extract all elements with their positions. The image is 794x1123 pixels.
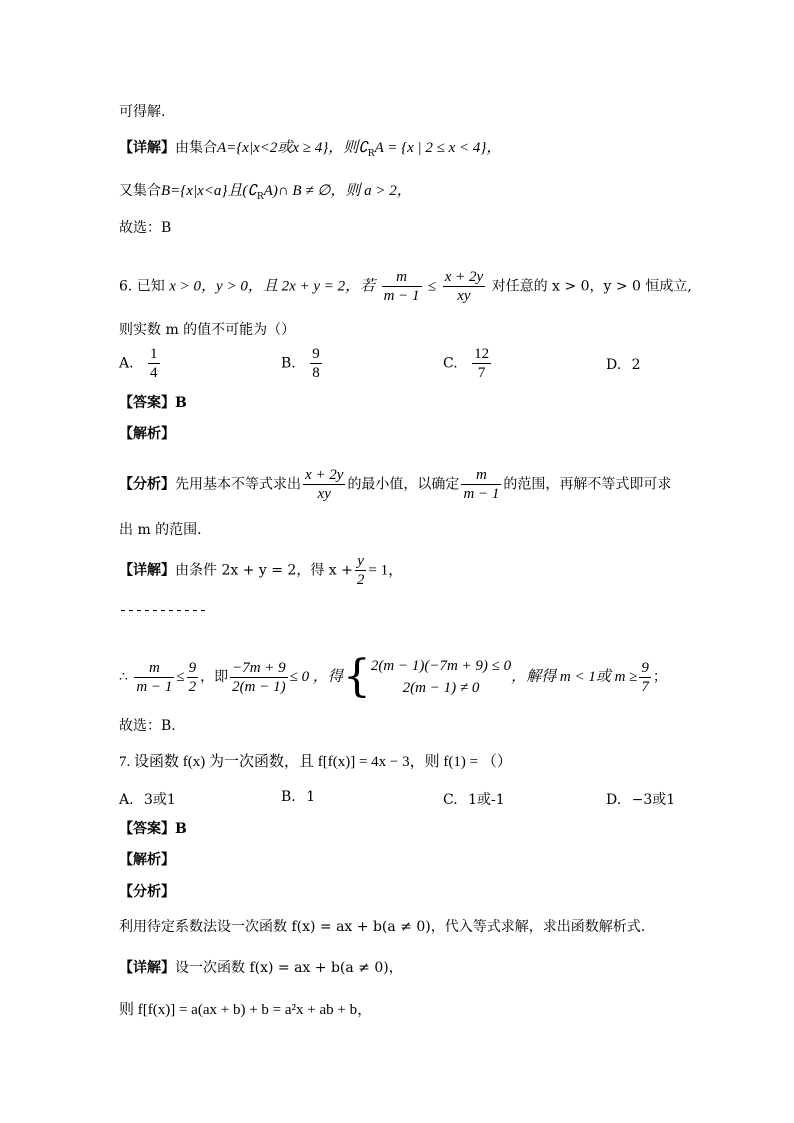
q6-fraction-m: $\frac{m}{m - 1}$ xyxy=(383,269,420,304)
q7-option-d[interactable]: D. −3或1 xyxy=(606,792,676,808)
complement-a-expression: A = {x | 2 ≤ x < 4}， xyxy=(374,140,502,156)
q7-option-c[interactable]: C. 1或-1 xyxy=(443,792,505,808)
intersection-expression: A)∩ B ≠ ∅，则 a > 2， xyxy=(263,183,412,199)
system-brace: { xyxy=(342,651,371,702)
detail-tag: 【详解】 xyxy=(119,140,175,156)
detail-text: 由集合 xyxy=(175,140,217,156)
answer-7: 【答案】B xyxy=(119,821,187,837)
question-6 xyxy=(119,268,692,305)
analysis-7-tag: 【分析】 xyxy=(119,884,175,900)
choose-line-5: 故选：B xyxy=(119,220,172,236)
answer-6: 【答案】B xyxy=(119,395,187,411)
analysis-6: 【解析】 xyxy=(119,426,175,442)
q7-option-b[interactable]: B. 1 xyxy=(281,789,316,805)
detail-7-line-1: 【详解】设一次函数 f(x) = ax + b(a ≠ 0)， xyxy=(119,960,403,976)
q6-option-c[interactable]: C. $\frac{12}{7}$ xyxy=(443,346,490,381)
line-1: 可得解. xyxy=(119,104,166,120)
set-b-expression: B={x|x<a}且(∁ xyxy=(161,183,257,199)
set-a-expression: A={x|x<2或x ≥ 4}，则∁ xyxy=(217,140,368,156)
q7-option-a[interactable]: A. 3或1 xyxy=(119,792,176,808)
q6-question-line-2: 则实数 m 的值不可能为（） xyxy=(119,322,296,338)
detail-6-equation-3: ∴ $\frac{m}{m - 1}$ ≤ $\frac{9}{2}$ ，即 $\frac{-7m + 9}{2(m - 1)}$ ≤ 0 ，得{ 2(m − 1)(−7m + 9) ≤ 0 2(m − 1) ≠ 0 ，解得 m < 1或 m ≥ $\frac{9}{7}$ ； xyxy=(119,651,667,702)
subscript-r: R xyxy=(367,148,375,159)
q6-fraction-xy: $\frac{x + 2y}{xy}$ xyxy=(444,269,484,304)
analysis-7-text: 利用待定系数法设一次函数 f(x) = ax + b(a ≠ 0)，代入等式求解，求出函数解析式. xyxy=(119,919,646,935)
q6-option-b[interactable]: B. $\frac{9}{8}$ xyxy=(281,346,320,381)
set-b-text: 又集合 xyxy=(119,183,161,199)
detail-6-line-1: 【详解】由条件 2x + y = 2，得 x + $\frac{y}{2}$ = 1， xyxy=(119,553,404,588)
q6-conditions: x > 0，y > 0，且 2x + y = 2，若 xyxy=(169,278,376,295)
q6-option-d[interactable]: D. 2 xyxy=(606,357,641,373)
choose-6: 故选：B. xyxy=(119,718,176,734)
question-7: 7. 设函数 f(x) 为一次函数，且 f[f(x)] = 4x − 3，则 f(1) = （） xyxy=(119,754,512,770)
analysis-7: 【解析】 xyxy=(119,852,175,868)
q6-option-a[interactable]: A. $\frac{1}{4}$ xyxy=(119,346,158,381)
detail-7-line-2: 则 f[f(x)] = a(ax + b) + b = a²x + ab + b， xyxy=(119,1002,373,1018)
set-b-line xyxy=(119,181,412,207)
subscript-r-2: R xyxy=(256,191,264,202)
detail-line-sets xyxy=(119,138,501,164)
analysis-6-text-2: 出 m 的范围. xyxy=(119,522,202,538)
q6-le: ≤ xyxy=(428,278,437,295)
q6-number: 6. 已知 xyxy=(119,278,165,295)
q6-tail: 对任意的 x > 0，y > 0 恒成立, xyxy=(491,278,692,295)
detail-6-equation-2 xyxy=(119,598,207,620)
analysis-6-text: 【分析】先用基本不等式求出 $\frac{x + 2y}{xy}$ 的最小值，以确定 $\frac{m}{m - 1}$ 的范围，再解不等式即可求 xyxy=(119,467,672,502)
